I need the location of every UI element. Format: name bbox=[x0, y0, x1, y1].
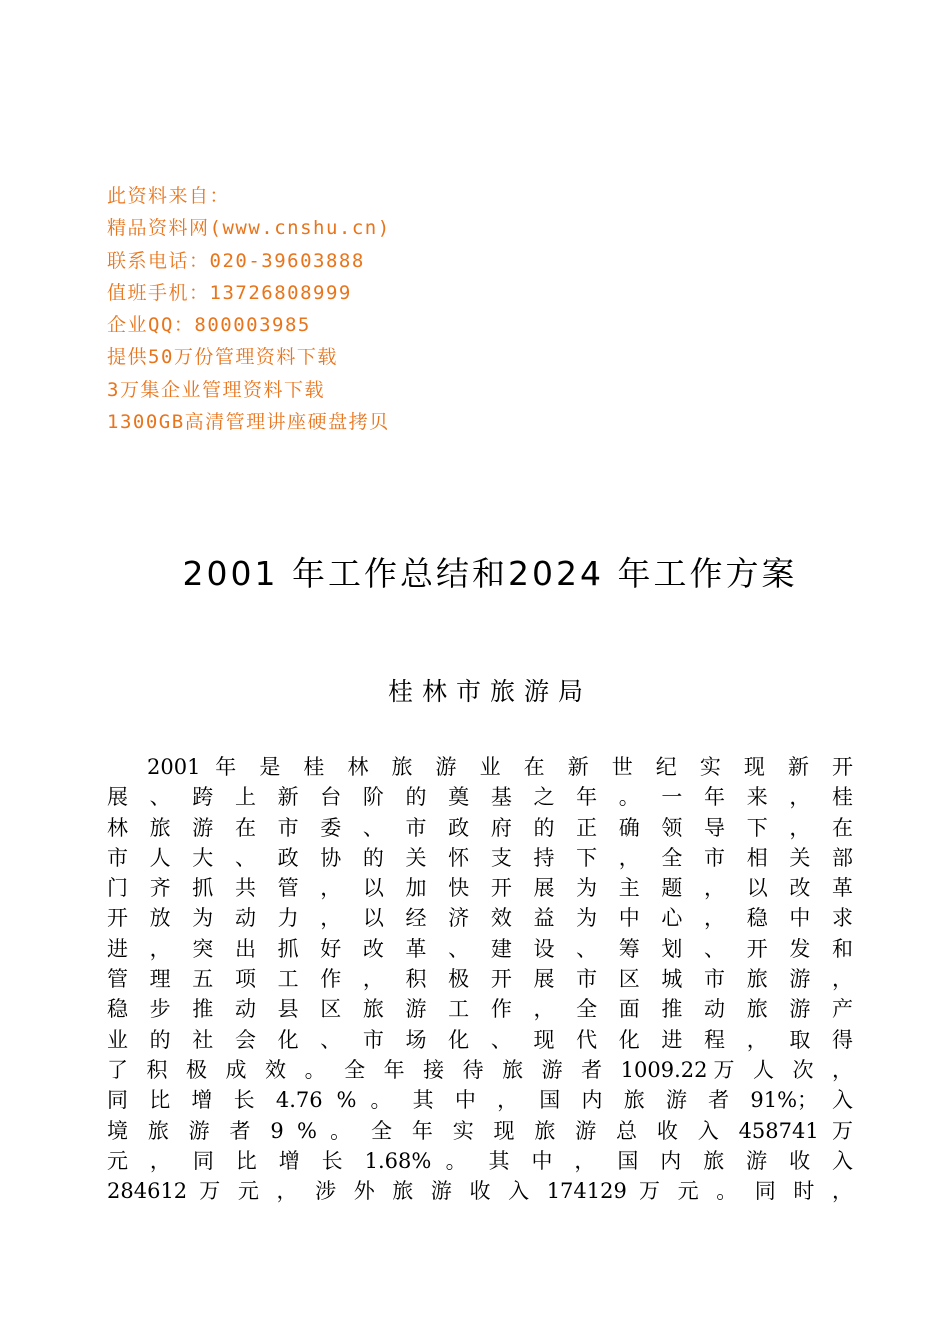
body-line: 了 积 极 成 效 。 全 年 接 待 旅 游 者 1009.22万 人 次 ， bbox=[107, 1057, 853, 1082]
body-line: 同 比 增 长 4.76 % 。 其 中 ， 国 内 旅 游 者 91%； 入 bbox=[107, 1088, 853, 1113]
source-notice-line: 联系电话：020-39603888 bbox=[107, 249, 365, 272]
body-line: 境 旅 游 者 9 % 。 全 年 实 现 旅 游 总 收 入 458741 万 bbox=[107, 1118, 853, 1143]
body-line: 稳 步 推 动 县 区 旅 游 工 作 ， 全 面 推 动 旅 游 产 bbox=[107, 997, 853, 1022]
source-notice-line: 企业QQ：800003985 bbox=[107, 314, 311, 337]
source-notice-line: 3万集企业管理资料下载 bbox=[107, 378, 325, 401]
body-line: 284612 万 元 ， 涉 外 旅 游 收 入 174129 万 元 。 同 时 ， bbox=[107, 1179, 853, 1204]
source-notice-line: 此资料来自： bbox=[107, 185, 231, 207]
body-line: 业 的 社 会 化 、 市 场 化 、 现 代 化 进 程 ， 取 得 bbox=[107, 1027, 853, 1052]
body-line: 林 旅 游 在 市 委 、 市 政 府 的 正 确 领 导 下 ， 在 bbox=[107, 815, 853, 840]
body-paragraph bbox=[107, 752, 853, 1206]
body-line: 管 理 五 项 工 作 ， 积 极 开 展 市 区 城 市 旅 游 ， bbox=[107, 967, 853, 992]
source-notice-line: 提供50万份管理资料下载 bbox=[107, 346, 338, 369]
body-line: 进 ， 突 出 抓 好 改 革 、 建 设 、 筹 划 、 开 发 和 bbox=[107, 936, 853, 961]
body-line: 市 人 大 、 政 协 的 关 怀 支 持 下 ， 全 市 相 关 部 bbox=[107, 845, 853, 870]
body-line: 元 ， 同 比 增 长 1.68% 。 其 中 ， 国 内 旅 游 收 入 bbox=[107, 1148, 853, 1173]
body-line: 开 放 为 动 力 ， 以 经 济 效 益 为 中 心 ， 稳 中 求 bbox=[107, 906, 853, 931]
body-line: 门 齐 抓 共 管 ， 以 加 快 开 展 为 主 题 ， 以 改 革 bbox=[107, 876, 853, 901]
document-title: 2001 年工作总结和2024 年工作方案 bbox=[182, 554, 798, 593]
source-notice-line: 精品资料网(www.cnshu.cn) bbox=[107, 217, 391, 240]
source-notice-line: 1300GB高清管理讲座硬盘拷贝 bbox=[107, 411, 390, 434]
body-line: 展 、 跨 上 新 台 阶 的 奠 基 之 年 。 一 年 来 ， 桂 bbox=[107, 785, 853, 810]
document-subtitle: 桂林市旅游局 bbox=[387, 677, 592, 706]
body-line: 2001 年 是 桂 林 旅 游 业 在 新 世 纪 实 现 新 开 bbox=[147, 755, 853, 779]
source-notice-line: 值班手机：13726808999 bbox=[107, 281, 352, 304]
source-notice bbox=[107, 180, 607, 438]
